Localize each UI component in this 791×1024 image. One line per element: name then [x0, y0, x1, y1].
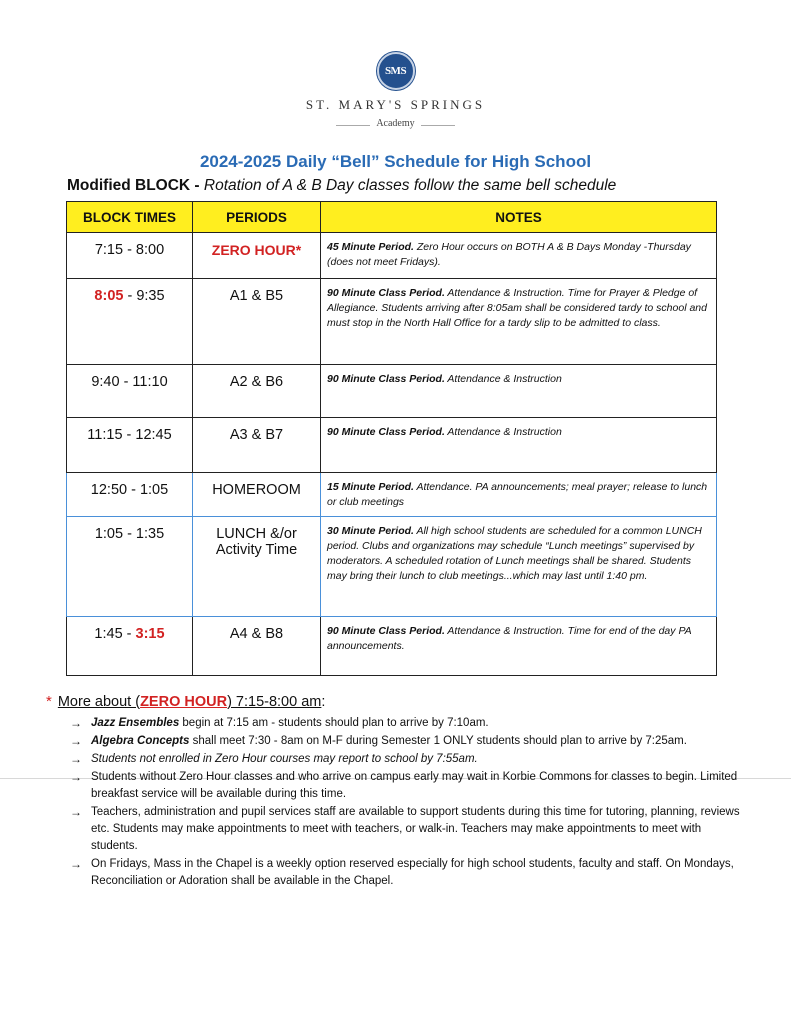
block-time: [67, 279, 193, 365]
asterisk: *: [46, 693, 52, 710]
notes-text: Zero Hour occurs on BOTH A & B Days Monday -Thursday (does not meet Fridays).: [327, 241, 691, 268]
bell-schedule-table: [66, 201, 717, 676]
arrow-icon: →: [70, 734, 82, 748]
block-time: 11:15 - 12:45: [67, 418, 193, 473]
notes-bold: 90 Minute Class Period.: [327, 373, 445, 385]
arrow-icon: →: [70, 770, 82, 784]
notes-bold: 15 Minute Period.: [327, 481, 414, 493]
subtitle-italic: Rotation of A & B Day classes follow the same bell schedule: [203, 177, 617, 194]
school-logo: [0, 52, 791, 131]
notes: [321, 418, 717, 473]
time-highlight: 3:15: [135, 626, 165, 642]
notes-bold: 90 Minute Class Period.: [327, 287, 445, 299]
heading-zero-hour: ZERO HOUR: [140, 694, 228, 710]
notes: [321, 279, 717, 365]
table-header-row: [67, 202, 717, 233]
period: A1 & B5: [193, 279, 321, 365]
arrow-icon: →: [70, 716, 82, 730]
block-time: 7:15 - 8:00: [67, 233, 193, 279]
notes: [321, 517, 717, 617]
zero-hour-section-heading: [46, 693, 325, 710]
header-block-times: BLOCK TIMES: [67, 202, 193, 233]
notes-text: Attendance & Instruction. Time for Prayer & Pledge of Allegiance. Students arriving after 8:05am shall be considered tardy to school and must stop in the North Hall Office for a tardy slip to be admitted to class.: [327, 287, 707, 329]
list-item: [70, 856, 740, 890]
list-item: [70, 715, 740, 732]
table-row: [67, 365, 717, 418]
block-time: [67, 617, 193, 676]
item-text: On Fridays, Mass in the Chapel is a weekly option reserved especially for high school students, faculty and staff. On Mondays, Reconciliation or Adoration shall be available in the Chapel.: [91, 858, 734, 887]
zero-hour-list: [70, 715, 740, 891]
notes: [321, 233, 717, 279]
heading-suffix: ) 7:15-8:00 am: [227, 694, 322, 710]
notes-bold: 45 Minute Period.: [327, 241, 414, 253]
school-subtitle: Academy: [336, 118, 454, 129]
list-item: [70, 804, 740, 855]
arrow-icon: →: [70, 752, 82, 766]
notes-text: Attendance & Instruction: [447, 373, 562, 385]
item-text: Students not enrolled in Zero Hour courses may report to school by 7:55am.: [91, 753, 478, 765]
period: A2 & B6: [193, 365, 321, 418]
school-seal-icon: SMS: [377, 52, 415, 90]
list-item: [70, 751, 740, 768]
page-subtitle: [67, 177, 616, 195]
header-notes: NOTES: [321, 202, 717, 233]
table-row: [67, 517, 717, 617]
heading-prefix: More about (: [57, 694, 141, 710]
time-rest: 1:45 -: [94, 626, 136, 642]
table-row: [67, 233, 717, 279]
block-time: 12:50 - 1:05: [67, 473, 193, 517]
block-time: 1:05 - 1:35: [67, 517, 193, 617]
table-row: [67, 617, 717, 676]
period: A3 & B7: [193, 418, 321, 473]
notes-text: Attendance. PA announcements; meal prayer; release to lunch or club meetings: [327, 481, 708, 508]
notes-text: All high school students are scheduled for a common LUNCH period. Clubs and organizations may schedule “Lunch meetings” supervised by moderators. A scheduled rotation of Lunch meetings shall be shared. Students may bring their lunch to club meetings...which may last until 1:40 pm.: [327, 525, 702, 582]
item-text: Teachers, administration and pupil services staff are available to support students during this time for tutoring, planning, reviews etc. Students may make appointments to meet with teachers, or walk-in. Teachers may make appointments to meet with students.: [91, 806, 740, 852]
header-periods: PERIODS: [193, 202, 321, 233]
time-rest: - 9:35: [123, 288, 165, 304]
block-time: 9:40 - 11:10: [67, 365, 193, 418]
page-title: 2024-2025 Daily “Bell” Schedule for High School: [199, 152, 592, 171]
item-bold: Algebra Concepts: [91, 735, 190, 747]
heading-colon: :: [321, 694, 326, 710]
period: HOMEROOM: [193, 473, 321, 517]
notes-text: Attendance & Instruction: [447, 426, 562, 438]
notes: [321, 617, 717, 676]
item-text: Students without Zero Hour classes and who arrive on campus early may wait in Korbie Commons for classes to begin. Limited breakfast service will be available during this time.: [91, 771, 738, 800]
notes: [321, 473, 717, 517]
school-name: ST. MARY'S SPRINGS: [305, 97, 486, 112]
table-row: [67, 418, 717, 473]
time-highlight: 8:05: [94, 288, 124, 304]
item-text: begin at 7:15 am - students should plan to arrive by 7:10am.: [179, 717, 489, 729]
arrow-icon: →: [70, 857, 82, 871]
notes-bold: 90 Minute Class Period.: [327, 426, 445, 438]
table-row: [67, 279, 717, 365]
notes-bold: 30 Minute Period.: [327, 525, 414, 537]
notes-bold: 90 Minute Class Period.: [327, 625, 445, 637]
item-text: shall meet 7:30 - 8am on M-F during Semester 1 ONLY students should plan to arrive by 7:25am.: [189, 735, 687, 747]
notes: [321, 365, 717, 418]
arrow-icon: →: [70, 805, 82, 819]
zero-hour-label: ZERO HOUR*: [211, 242, 302, 258]
list-item: [70, 733, 740, 750]
item-bold: Jazz Ensembles: [91, 717, 180, 729]
notes-text: Attendance & Instruction. Time for end of the day PA announcements.: [327, 625, 692, 652]
period: A4 & B8: [193, 617, 321, 676]
table-row: [67, 473, 717, 517]
list-item: [70, 769, 740, 803]
period: [193, 233, 321, 279]
period: LUNCH &/or Activity Time: [193, 517, 321, 617]
subtitle-bold: Modified BLOCK -: [67, 177, 200, 194]
